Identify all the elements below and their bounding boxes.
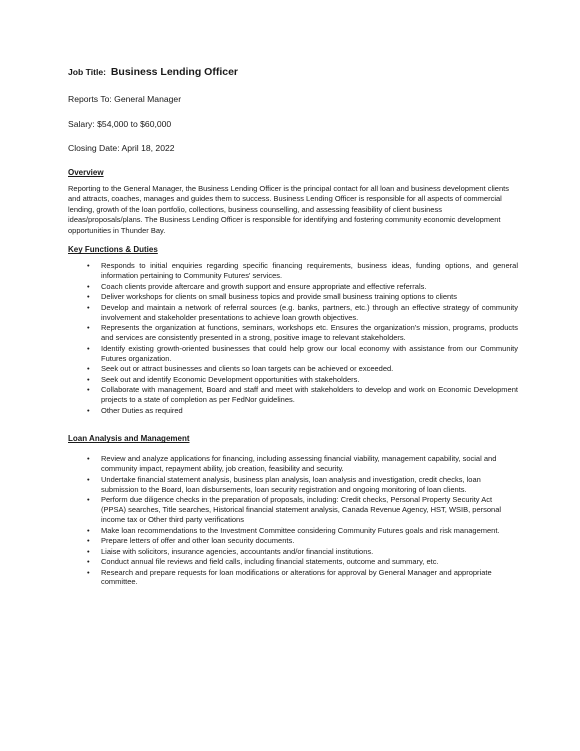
- overview-paragraph: Reporting to the General Manager, the Business Lending Officer is the principal contact for all loan and business development clients and attracts, coaches, manages and guides them to success. Business Lending Officer is responsible for all aspects of commercial lending, growth of the loan portfolio, collections, business counselling, and assessing feasibility of client business ideas/proposals/plans. The Business Lending Officer is responsible for identifying and fostering community economic development opportunities in Thunder Bay.: [68, 183, 509, 235]
- salary-line: Salary: $54,000 to $60,000: [68, 118, 172, 129]
- bullet-icon: •: [87, 567, 90, 577]
- list-item: • Liaise with solicitors, insurance agencies, accountants and/or financial institutions.: [87, 546, 374, 556]
- bullet-icon: •: [87, 385, 90, 395]
- job-title-line: [68, 66, 518, 78]
- list-item: • Responds to initial enquiries regarding specific financing requirements, business ideas, funding options, and general information pertaining to Community Futures' services.: [87, 261, 518, 281]
- list-item: • Perform due diligence checks in the preparation of proposals, including: Credit checks, Personal Property Security Act (PPSA) searches, Title searches, Historical financial statement analysis, Canada Revenue Agency, HST, WSIB, personal income tax or Other third party verifications: [87, 495, 502, 525]
- bullet-icon: •: [87, 343, 90, 353]
- reports-to-line: Reports To: General Manager: [68, 94, 182, 104]
- job-title-label: Job Title:: [68, 67, 107, 77]
- bullet-icon: •: [87, 474, 90, 484]
- list-item: • Undertake financial statement analysis, business plan analysis, loan analysis and investigation, credit checks, loan submission to the Board, loan disbursements, loan security registration and ongoing monitoring of loan clients.: [87, 474, 481, 494]
- overview-heading: Overview: [68, 167, 104, 177]
- bullet-icon: •: [87, 374, 90, 384]
- bullet-icon: •: [87, 302, 90, 312]
- loan-analysis-heading: Loan Analysis and Management: [68, 434, 190, 444]
- list-item: • Coach clients provide aftercare and growth support and ensure appropriate and effective referrals.: [87, 281, 427, 291]
- loan-analysis-list: [68, 454, 518, 587]
- bullet-icon: •: [87, 536, 90, 546]
- bullet-icon: •: [87, 525, 90, 535]
- list-item: • Deliver workshops for clients on small business topics and provide small business training options to clients: [87, 292, 458, 302]
- bullet-icon: •: [87, 557, 90, 567]
- list-item: • Review and analyze applications for financing, including assessing financial viability, management capability, social and community impact, repayment ability, job creation, feasibility and security.: [87, 454, 497, 474]
- list-item: • Other Duties as required: [87, 405, 183, 415]
- bullet-icon: •: [87, 292, 90, 302]
- bullet-icon: •: [87, 546, 90, 556]
- key-functions-list: [68, 261, 518, 415]
- list-item: • Collaborate with management, Board and staff and meet with stakeholders to develop and work on Economic Development projects to a state of completion as per FedNor guidelines.: [87, 385, 518, 404]
- document-page: [68, 66, 518, 598]
- list-item: • Research and prepare requests for loan modifications or alterations for approval by General Manager and appropriate committee.: [87, 567, 492, 587]
- closing-date-line: Closing Date: April 18, 2022: [68, 143, 175, 153]
- list-item: • Represents the organization at functions, seminars, workshops etc. Ensures the organization's mission, programs, products and services are consistently presented in a strong, positive image to relevant stakeholders.: [87, 323, 518, 343]
- bullet-icon: •: [87, 495, 90, 505]
- bullet-icon: •: [87, 405, 90, 415]
- bullet-icon: •: [87, 364, 90, 374]
- bullet-icon: •: [87, 281, 90, 291]
- list-item: • Seek out or attract businesses and clients so loan targets can be achieved or exceeded.: [87, 364, 394, 374]
- bullet-icon: •: [87, 454, 90, 464]
- list-item: • Seek out and identify Economic Development opportunities with stakeholders.: [87, 374, 360, 384]
- key-functions-heading: Key Functions & Duties: [68, 245, 158, 255]
- list-item: • Identify existing growth-oriented businesses that could help grow our local economy with assistance from our Community Futures organization.: [87, 343, 518, 363]
- list-item: • Prepare letters of offer and other loan security documents.: [87, 536, 295, 546]
- job-title-value: Business Lending Officer: [110, 66, 239, 78]
- bullet-icon: •: [87, 323, 90, 333]
- list-item: • Conduct annual file reviews and field calls, including financial statements, outcome and summary, etc.: [87, 557, 439, 567]
- list-item: • Make loan recommendations to the Investment Committee considering Community Futures goals and risk management.: [87, 525, 500, 535]
- bullet-icon: •: [87, 261, 90, 271]
- list-item: • Develop and maintain a network of referral sources (e.g. banks, partners, etc.) through an effective strategy of community involvement and stakeholder presentations to achieve loan growth objectives.: [87, 302, 518, 322]
